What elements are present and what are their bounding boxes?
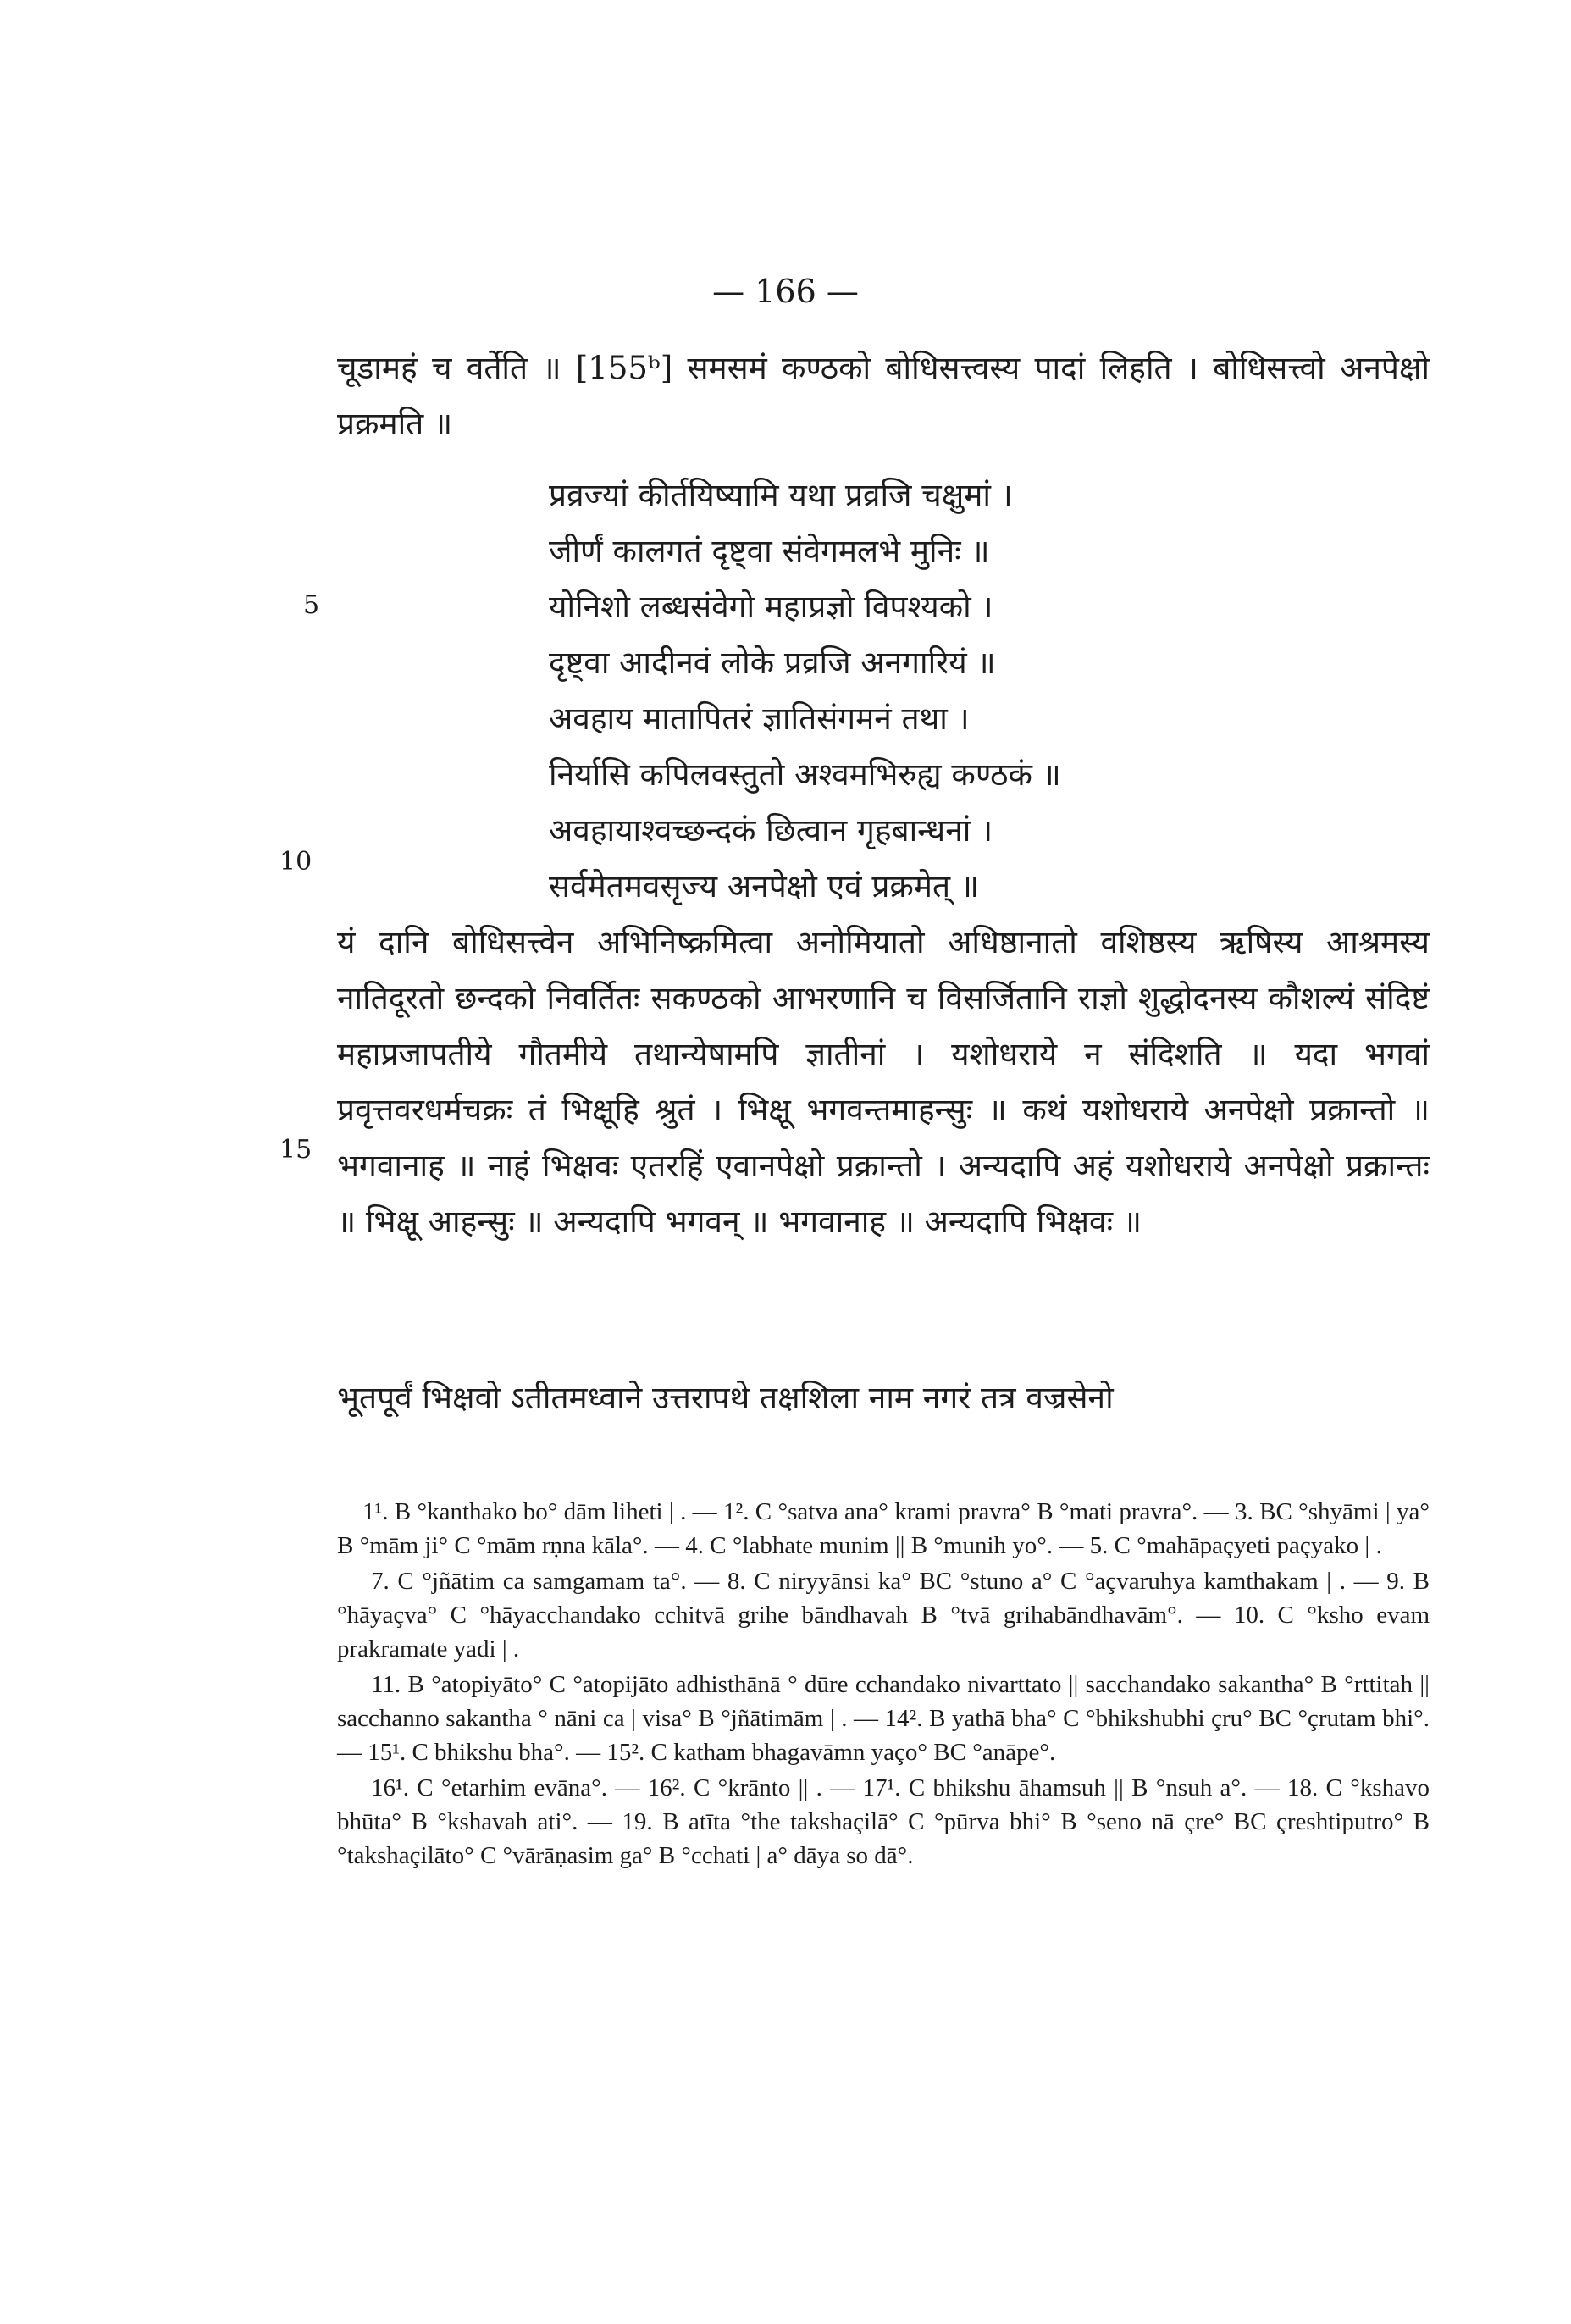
- verse-line: अवहायाश्वच्छन्दकं छित्वान गृहबान्धनां ।: [549, 812, 993, 849]
- text-paragraph-3: भूतपूर्वं भिक्षवो ऽतीतमध्वाने उत्तरापथे तक्षशिला नाम नगरं तत्र वज्रसेनो: [337, 1380, 1114, 1416]
- footnote-paragraph: 1¹. B °kanthako bo° dām liheti | . — 1². C °satva ana° krami pravra° B °mati pravra°. — 3. BC °shyāmi | ya° B °mām ji° C °mām rṇna kāla°. — 4. C °labhate munim || B °munih yo°. — 5. C °mahāpaçyeti paçyako | .: [337, 1498, 1430, 1559]
- verse-line: दृष्ट्वा आदीनवं लोके प्रव्रजि अनगारियं ॥: [549, 645, 996, 681]
- verse-line: योनिशो लब्धसंवेगो महाप्रज्ञो विपश्यको ।: [549, 589, 993, 625]
- verse-line: अवहाय मातापितरं ज्ञातिसंगमनं तथा ।: [549, 700, 970, 737]
- line-number-5: 5: [303, 590, 320, 620]
- text-paragraph-1: चूडामहं च वर्तेति ॥ [155ᵇ] समसमं कण्ठको बोधिसत्त्वस्य पादां लिहति । बोधिसत्त्वो अनपेक्षो प्रक्रमति ॥: [337, 350, 1430, 442]
- verse-line: निर्यासि कपिलवस्तुतो अश्वमभिरुह्य कण्ठकं ॥: [549, 756, 1061, 793]
- line-number-10: 10: [279, 847, 313, 877]
- text-paragraph-2: यं दानि बोधिसत्त्वेन अभिनिष्क्रमित्वा अनोमियातो अधिष्ठानातो वशिष्ठस्य ऋषिस्य आश्रमस्य नातिदूरतो छन्दको निवर्तितः सकण्ठको आभरणानि च विसर्जितानि राज्ञो शुद्धोदनस्य कौशल्यं संदिष्टं महाप्रजापतीये गौतमीये तथान्येषामपि ज्ञातीनां । यशोधराये न संदिशति ॥ यदा भगवां प्रवृत्तवरधर्मचक्रः तं भिक्षूहि श्रुतं । भिक्षू भगवन्तमाहन्सुः ॥ कथं यशोधराये अनपेक्षो प्रक्रान्तो ॥ भगवानाह ॥ नाहं भिक्षवः एतरहिं एवानपेक्षो प्रक्रान्तो । अन्यदापि अहं यशोधराये अनपेक्षो प्रक्रान्तः ॥ भिक्षू आहन्सुः ॥ अन्यदापि भगवन् ॥ भगवानाह ॥ अन्यदापि भिक्षवः ॥: [337, 924, 1430, 1240]
- footnote-paragraph: 16¹. C °etarhim evāna°. — 16². C °krānto || . — 17¹. C bhikshu āhamsuh || B °nsuh a°. — 18. C °kshavo bhūta° B °kshavah ati°. — 19. B atīta °the takshaçilā° C °pūrva bhi° B °seno nā çre° BC çreshtiputro° B °takshaçilāto° C °vārāṇasim ga° B °cchati | a° dāya so dā°.: [337, 1774, 1430, 1869]
- footnotes-section: [337, 1495, 1430, 1874]
- verse-block: [549, 468, 1311, 915]
- line-number-15: 15: [279, 1135, 313, 1165]
- verse-line: प्रव्रज्यां कीर्तयिष्यामि यथा प्रव्रजि चक्षुमां ।: [549, 477, 1013, 513]
- page-number: — 166 —: [712, 273, 859, 310]
- verse-line: सर्वमेतमवसृज्य अनपेक्षो एवं प्रक्रमेत् ॥: [549, 868, 979, 905]
- footnote-paragraph: 11. B °atopiyāto° C °atopijāto adhisthānā ° dūre cchandako nivarttato || sacchandako sakantha° B °rttitah || sacchanno sakantha ° nāni ca | visa° B °jñātimām | . — 14². B yathā bha° C °bhikshubhi çru° BC °çrutam bhi°. — 15¹. C bhikshu bha°. — 15². C katham bhagavāmn yaço° BC °anāpe°.: [337, 1671, 1430, 1766]
- footnote-paragraph: 7. C °jñātim ca samgamam ta°. — 8. C niryyānsi ka° BC °stuno a° C °açvaruhya kamthakam | . — 9. B °hāyaçva° C °hāyacchandako cchitvā grihe bāndhavah B °tvā grihabāndhavām°. — 10. C °ksho evam prakramate yadi | .: [337, 1568, 1430, 1663]
- verse-line: जीर्णं कालगतं दृष्ट्वा संवेगमलभे मुनिः ॥: [549, 533, 990, 569]
